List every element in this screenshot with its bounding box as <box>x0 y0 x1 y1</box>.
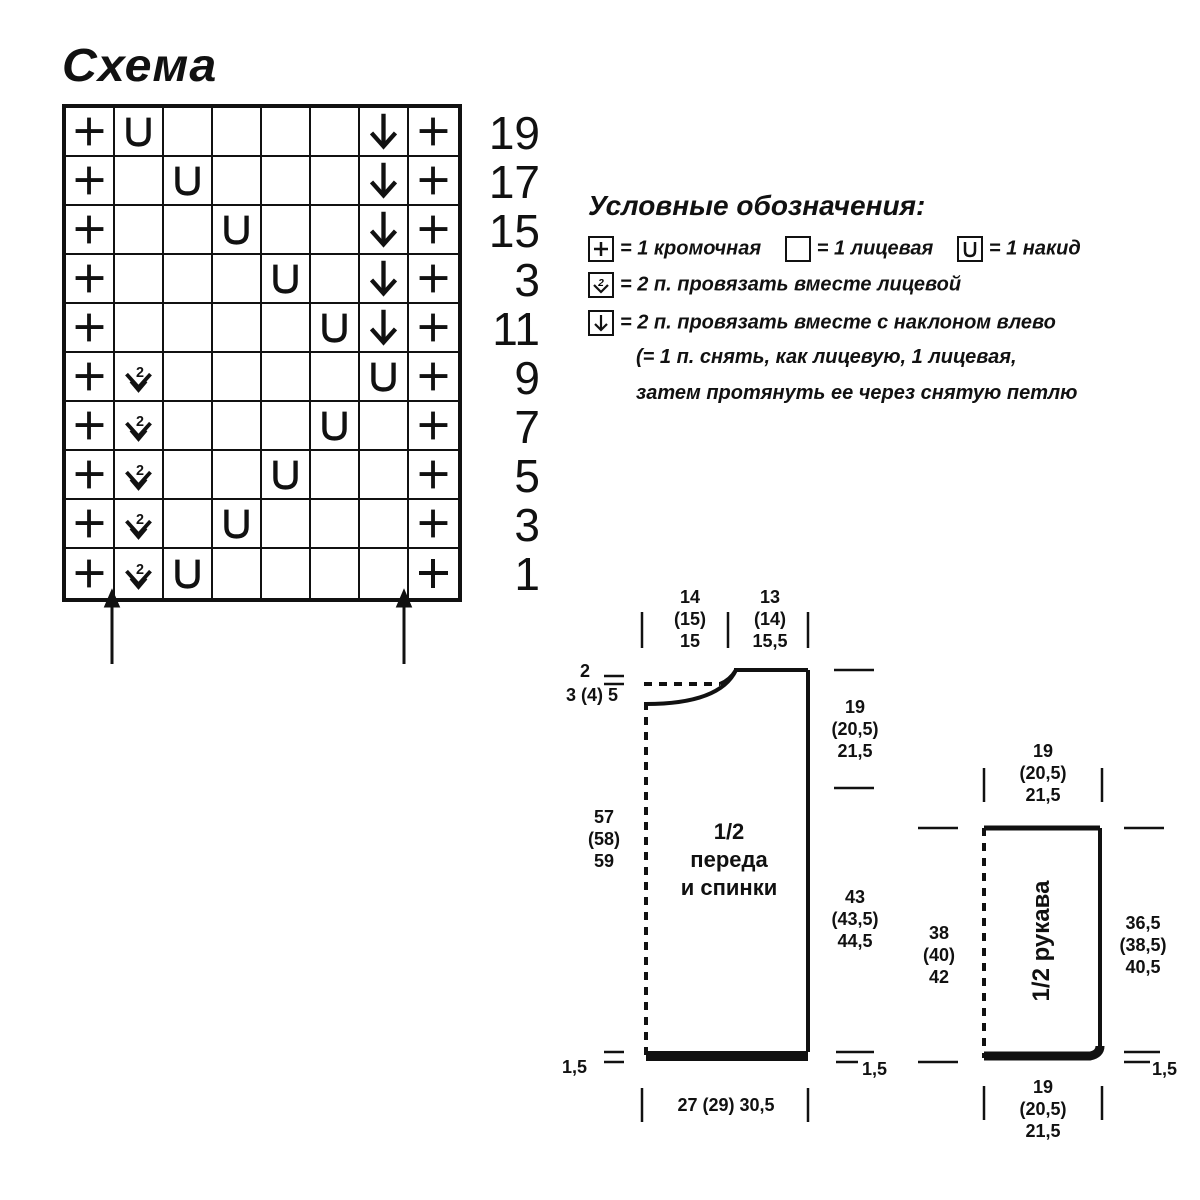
sleeve-top-width-dim <box>1010 740 1076 806</box>
total-height-2: (58) <box>587 829 620 849</box>
armhole-height-1: 19 <box>844 697 866 717</box>
legend-k2tog-label: = 2 п. провязать вместе лицевой <box>620 273 962 296</box>
sleeve-right-height-1: 36,5 <box>1125 913 1161 933</box>
row-number: 9 <box>514 352 540 404</box>
row-number: 11 <box>492 303 540 355</box>
body-label-line-1: 1/2 <box>713 819 745 844</box>
body-label-line-2: переда <box>690 847 768 872</box>
neck-width-dim <box>662 586 718 652</box>
legend-title: Условные обозначения: <box>588 190 926 221</box>
neck-depth-top: 2 <box>580 661 591 681</box>
sleeve-bottom-width-dim <box>1010 1076 1076 1142</box>
body-label-line-3: и спинки <box>680 875 778 900</box>
row-number: 17 <box>488 156 540 208</box>
legend-ssk-label: = 2 п. провязать вместе с наклоном влево <box>620 311 1056 334</box>
row-number: 5 <box>514 450 540 502</box>
legend-yo-label: = 1 накид <box>988 237 1081 260</box>
total-height-dim <box>574 806 634 872</box>
sleeve-hem-right: 1,5 <box>1152 1059 1178 1079</box>
side-height-1: 43 <box>844 887 866 907</box>
sleeve-bottom-width-3: 21,5 <box>1025 1121 1061 1141</box>
legend-ssk-note-1: (= 1 п. снять, как лицевую, 1 лицевая, <box>636 346 1017 368</box>
svg-text:2: 2 <box>135 511 144 528</box>
row-number: 3 <box>514 499 540 551</box>
neck-width-1: 14 <box>679 587 701 607</box>
total-height-3: 59 <box>593 851 615 871</box>
body-panel-label <box>662 818 796 902</box>
armhole-height-3: 21,5 <box>837 741 873 761</box>
svg-text:2: 2 <box>135 462 144 479</box>
body-hem-left: 1,5 <box>562 1057 588 1077</box>
legend-ssk-note-2: затем протянуть ее через снятую петлю <box>636 382 1078 404</box>
sleeve-right-height-dim <box>1110 912 1176 978</box>
sleeve-top-width-1: 19 <box>1032 741 1054 761</box>
row-number: 7 <box>514 401 540 453</box>
neck-depth-dim: 3 (4) 5 <box>566 685 619 705</box>
neck-width-3: 15 <box>679 631 701 651</box>
row-number: 19 <box>488 107 540 159</box>
sleeve-label-text: 1/2 рукава <box>1028 880 1055 1002</box>
shoulder-width-1: 13 <box>759 587 781 607</box>
sleeve-right-height-3: 40,5 <box>1125 957 1161 977</box>
side-height-2: (43,5) <box>831 909 879 929</box>
sleeve-top-width-3: 21,5 <box>1025 785 1061 805</box>
sleeve-right-height-2: (38,5) <box>1119 935 1167 955</box>
armhole-height-dim <box>822 696 888 762</box>
row-number: 3 <box>514 254 540 306</box>
sleeve-left-height-3: 42 <box>928 967 950 987</box>
body-bottom-width: 27 (29) 30,5 <box>677 1095 775 1115</box>
legend-knit-label: = 1 лицевая <box>816 237 934 260</box>
legend-edge-label: = 1 кромочная <box>620 237 762 260</box>
svg-text:2: 2 <box>598 278 604 289</box>
sleeve-panel-label <box>1014 876 1070 1006</box>
svg-text:2: 2 <box>135 413 144 430</box>
sleeve-left-height-1: 38 <box>928 923 950 943</box>
row-number: 15 <box>488 205 540 257</box>
shoulder-width-2: (14) <box>753 609 786 629</box>
scheme-title: Схема <box>62 39 218 91</box>
svg-text:2: 2 <box>135 561 144 578</box>
shoulder-width-3: 15,5 <box>752 631 788 651</box>
sleeve-left-height-2: (40) <box>922 945 955 965</box>
svg-text:2: 2 <box>135 364 144 381</box>
armhole-height-2: (20,5) <box>831 719 879 739</box>
neck-width-2: (15) <box>673 609 706 629</box>
sleeve-bottom-width-2: (20,5) <box>1019 1099 1067 1119</box>
body-hem-right: 1,5 <box>862 1059 888 1079</box>
row-number: 1 <box>514 548 540 600</box>
sleeve-bottom-width-1: 19 <box>1032 1077 1054 1097</box>
sleeve-left-height-dim <box>914 922 964 988</box>
side-height-3: 44,5 <box>837 931 873 951</box>
shoulder-width-dim <box>742 586 798 652</box>
side-height-dim <box>822 886 888 952</box>
total-height-1: 57 <box>593 807 615 827</box>
sleeve-top-width-2: (20,5) <box>1019 763 1067 783</box>
